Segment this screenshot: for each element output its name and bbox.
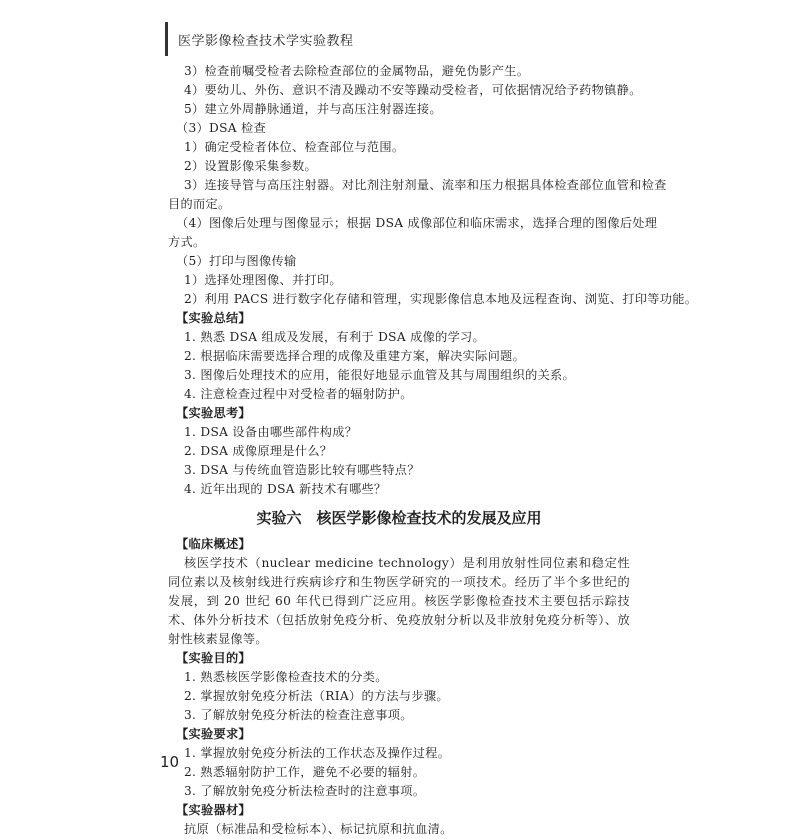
list-item: 2. 掌握放射免疫分析法（RIA）的方法与步骤。 [184,689,449,703]
list-item: 2. 熟悉辐射防护工作，避免不必要的辐射。 [184,765,426,779]
text-line: 2）利用 PACS 进行数字化存储和管理，实现影像信息本地及远程查询、浏览、打印等功能。 [184,292,698,306]
text-line: 4）要幼儿、外伤、意识不清及躁动不安等躁动受检者，可依据情况给予药物镇静。 [184,83,642,97]
overview-paragraph: 核医学技术（nuclear medicine technology）是利用放射性同位素和稳定性同位素以及核射线进行疾病诊疗和生物医学研究的一项技术。经历了半个多世纪的发展，到 20 世纪 60 年代已得到广泛应用。核医学影像检查技术主要包括示踪技术、体外分析技术（包括放射免疫分析、免疫放射分析以及非放射免疫分析等）、放射性核素显像等。 [168,556,630,646]
text-line: 3）检查前嘱受检者去除检查部位的金属物品，避免伪影产生。 [184,64,530,78]
section-heading-thinking: 【实验思考】 [176,406,251,420]
text-line: （3）DSA 检查 [176,121,266,135]
text-line: 5）建立外周静脉通道，并与高压注射器连接。 [184,102,442,116]
equipment-text: 抗原（标准品和受检标本）、标记抗原和抗血清。 [184,822,453,836]
book-title: 医学影像检查技术学实验教程 [178,33,354,49]
text-line: 2）设置影像采集参数。 [184,159,317,173]
list-item: 1. 掌握放射免疫分析法的工作状态及操作过程。 [184,746,451,760]
text-line: 1）选择处理图像、并打印。 [184,273,342,287]
section-heading-overview: 【临床概述】 [176,537,251,551]
list-item: 2. 根据临床需要选择合理的成像及重建方案，解决实际问题。 [184,349,526,363]
list-item: 3. 了解放射免疫分析法检查时的注意事项。 [184,784,426,798]
list-item: 2. DSA 成像原理是什么？ [184,444,333,458]
page-number: 10 [160,753,180,771]
list-item: 3. 了解放射免疫分析法的检查注意事项。 [184,708,413,722]
list-item: 4. 注意检查过程中对受检者的辐射防护。 [184,387,413,401]
list-item: 4. 近年出现的 DSA 新技术有哪些？ [184,482,387,496]
text-line: 3）连接导管与高压注射器。对比剂注射剂量、流率和压力根据具体检查部位血管和检查 [184,178,667,192]
list-item: 1. 熟悉核医学影像检查技术的分类。 [184,670,388,684]
text-line: 目的而定。 [168,197,231,211]
page-body [168,62,698,839]
text-line: （4）图像后处理与图像显示；根据 DSA 成像部位和临床需求，选择合理的图像后处理 [176,216,658,230]
text-line: 方式。 [168,235,206,249]
list-item: 3. DSA 与传统血管造影比较有哪些特点？ [184,463,420,477]
list-item: 1. 熟悉 DSA 组成及发展，有利于 DSA 成像的学习。 [184,330,486,344]
section-heading-objectives: 【实验目的】 [176,651,251,665]
text-line: （5）打印与图像传输 [176,254,297,268]
section-heading-summary: 【实验总结】 [176,311,251,325]
section-heading-equipment: 【实验器材】 [176,803,251,817]
list-item: 3. 图像后处理技术的应用，能很好地显示血管及其与周围组织的关系。 [184,368,576,382]
section-heading-requirements: 【实验要求】 [176,727,251,741]
running-header [165,22,354,56]
text-line: 1）确定受检者体位、检查部位与范围。 [184,140,405,154]
list-item: 1. DSA 设备由哪些部件构成？ [184,425,358,439]
experiment-title: 实验六 核医学影像检查技术的发展及应用 [256,509,542,527]
